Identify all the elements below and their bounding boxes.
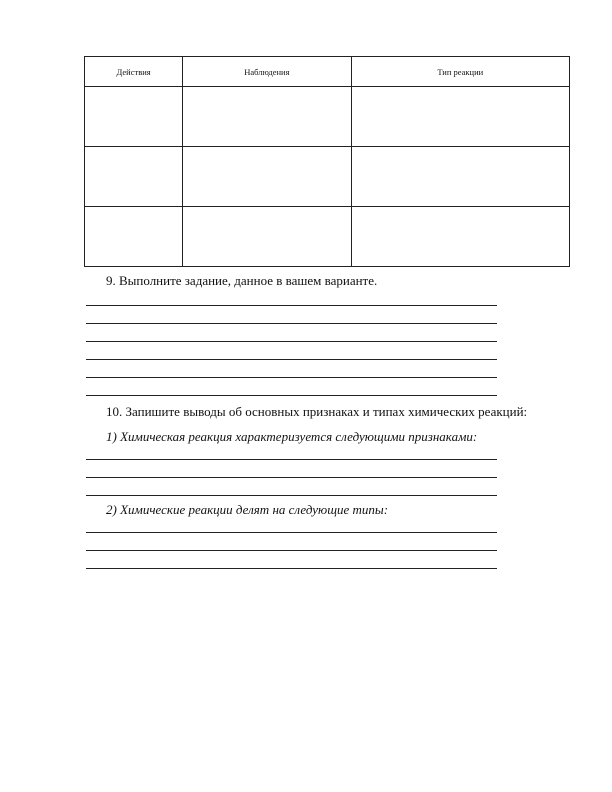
task-10-question-2: 2) Химические реакции делят на следующие типы: xyxy=(106,502,389,517)
table-row xyxy=(85,87,570,147)
table-cell[interactable] xyxy=(183,207,351,267)
table-row xyxy=(85,147,570,207)
table-cell[interactable] xyxy=(85,207,183,267)
task-10-text: 10. Запишите выводы об основных признаках и типах химических реакций: xyxy=(106,404,528,419)
answer-line[interactable] xyxy=(86,550,497,551)
table-cell[interactable] xyxy=(351,87,569,147)
table-row xyxy=(85,207,570,267)
answer-line[interactable] xyxy=(86,323,497,324)
task-9-text: 9. Выполните задание, данное в вашем варианте. xyxy=(106,273,378,288)
table-cell[interactable] xyxy=(183,87,351,147)
answer-line[interactable] xyxy=(86,341,497,342)
answer-line[interactable] xyxy=(86,305,497,306)
answer-line[interactable] xyxy=(86,495,497,496)
answer-line[interactable] xyxy=(86,477,497,478)
header-reaction-type: Тип реакции xyxy=(351,57,569,87)
answer-line[interactable] xyxy=(86,395,497,396)
answer-line[interactable] xyxy=(86,377,497,378)
answer-line[interactable] xyxy=(86,532,497,533)
table-cell[interactable] xyxy=(351,147,569,207)
table-cell[interactable] xyxy=(85,87,183,147)
answer-line[interactable] xyxy=(86,459,497,460)
answer-line[interactable] xyxy=(86,359,497,360)
header-actions: Действия xyxy=(85,57,183,87)
table-cell[interactable] xyxy=(351,207,569,267)
table-header-row xyxy=(85,57,570,87)
observation-table xyxy=(84,56,570,267)
header-observations: Наблюдения xyxy=(183,57,351,87)
answer-line[interactable] xyxy=(86,568,497,569)
table-cell[interactable] xyxy=(85,147,183,207)
table-cell[interactable] xyxy=(183,147,351,207)
task-10-question-1: 1) Химическая реакция характеризуется следующими признаками: xyxy=(106,429,478,444)
